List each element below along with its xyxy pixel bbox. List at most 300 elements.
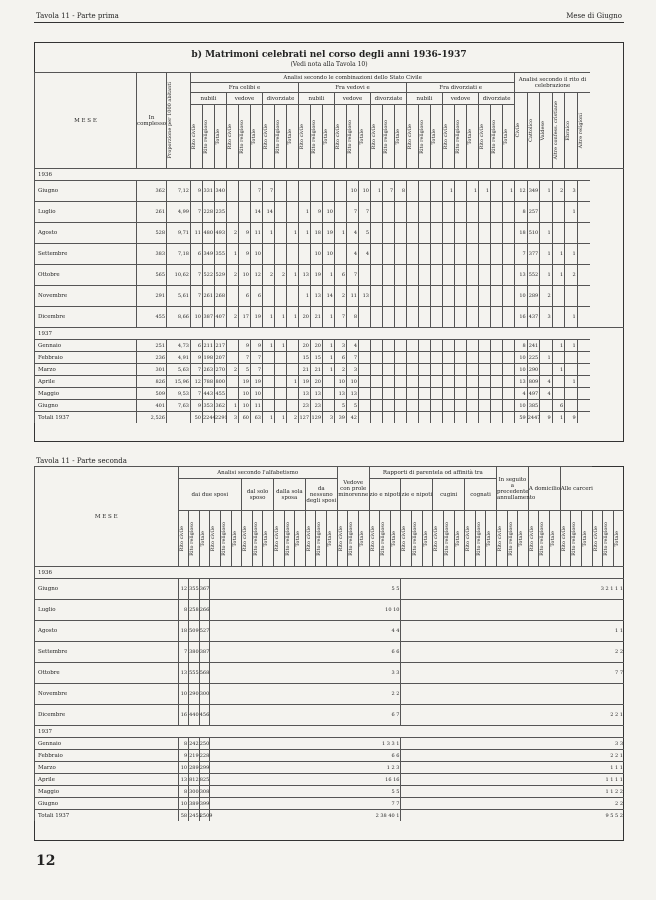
value-cell	[287, 244, 299, 265]
value-cell: 11	[191, 223, 203, 244]
rito-cell: 8	[515, 340, 528, 352]
rito-cell: 241	[527, 340, 540, 352]
rate-cell: 7,18	[167, 244, 191, 265]
value-cell: 8	[347, 307, 359, 328]
month-label: Aprile	[35, 376, 137, 388]
value-cell	[395, 388, 407, 400]
month-label: Febbraio	[35, 750, 179, 762]
total-cell: 826	[137, 376, 167, 388]
value-cell	[263, 364, 275, 376]
alfa-cell: 555	[189, 663, 200, 684]
rate-cell: 4,99	[167, 202, 191, 223]
col2-rito-civile: Rito civile	[242, 511, 253, 567]
analisi-stato-civile: Analisi secondo le combinazioni dello Stato Civile	[191, 73, 515, 83]
col2-rito-civile: Rito civile	[497, 511, 508, 567]
alfa-cell: 2509	[199, 810, 210, 822]
rate-cell	[167, 412, 191, 424]
rito-cell: 1	[565, 244, 578, 265]
col-rito-civile: Rito civile	[371, 105, 383, 169]
value-cell	[299, 244, 311, 265]
rito-cell	[577, 181, 590, 202]
rito-cell: 1	[565, 202, 578, 223]
value-cell: 9	[311, 202, 323, 223]
value-cell	[503, 376, 515, 388]
value-cell	[371, 364, 383, 376]
value-cell: 7	[251, 181, 263, 202]
year-label: 1937	[35, 726, 625, 738]
col-mese: M E S E	[35, 73, 137, 169]
value-cell: 529	[215, 265, 227, 286]
total-cell: 236	[137, 352, 167, 364]
table-row	[35, 642, 625, 663]
rito-cell: 59	[515, 412, 528, 424]
value-cell	[491, 307, 503, 328]
value-cell	[227, 376, 239, 388]
month-label: Ottobre	[35, 663, 179, 684]
value-cell	[419, 376, 431, 388]
col-rito-religioso: Rito religioso	[239, 105, 251, 169]
col2-totale: Totale	[581, 511, 592, 567]
value-cell: 217	[215, 340, 227, 352]
value-cell: 9	[239, 244, 251, 265]
rito-cell: 2447	[527, 412, 540, 424]
alfa-cell: 367	[199, 579, 210, 600]
col-totale: Totale	[251, 105, 263, 169]
col2-totale: Totale	[359, 511, 370, 567]
analisi-rito: Analisi secondo il rito di celebrazione	[515, 73, 590, 93]
value-cell: 6	[251, 286, 263, 307]
value-cell	[287, 388, 299, 400]
vedove-cells: 3 3	[210, 663, 401, 684]
alfa-cell: 18	[178, 621, 189, 642]
col-totale: Totale	[395, 105, 407, 169]
rito-cell: 13	[515, 376, 528, 388]
value-cell: 10	[251, 388, 263, 400]
rito-cell: 12	[515, 181, 528, 202]
value-cell	[383, 376, 395, 388]
value-cell: 10	[323, 244, 335, 265]
rate-cell: 7,12	[167, 181, 191, 202]
value-cell	[407, 223, 419, 244]
value-cell	[287, 352, 299, 364]
value-cell: 1	[227, 400, 239, 412]
table-row	[35, 621, 625, 642]
month-label: Gennaio	[35, 340, 137, 352]
value-cell: 8	[395, 181, 407, 202]
rito-cell	[577, 223, 590, 244]
value-cell: 2244	[203, 412, 215, 424]
month-label: Totali 1937	[35, 412, 137, 424]
value-cell	[503, 412, 515, 424]
value-cell: 788	[203, 376, 215, 388]
value-cell	[263, 352, 275, 364]
rito-cell: 1	[565, 307, 578, 328]
value-cell: 1	[323, 340, 335, 352]
value-cell	[371, 340, 383, 352]
value-cell: 1	[443, 181, 455, 202]
rito-cell	[552, 388, 565, 400]
value-cell: 13	[299, 265, 311, 286]
col2-totale: Totale	[327, 511, 338, 567]
vedove-cells: 10 10	[210, 600, 401, 621]
vedove-prole: Vedove con prole minorenne	[337, 467, 369, 511]
col2-rito-religioso: Rito religioso	[443, 511, 454, 567]
year-label: 1937	[35, 328, 625, 340]
value-cell	[395, 244, 407, 265]
value-cell: 3	[323, 412, 335, 424]
alfa-cell: 16	[178, 705, 189, 726]
rito-cell	[565, 388, 578, 400]
page-number: 12	[36, 853, 56, 869]
in-seguito: In seguito a precedente annullamento	[497, 467, 529, 511]
value-cell	[419, 412, 431, 424]
subgroup-vedove-1: vedove	[227, 93, 263, 105]
value-cell: 7	[191, 286, 203, 307]
value-cell	[503, 400, 515, 412]
month-label: Giugno	[35, 798, 179, 810]
vedove-cells: 5 5	[210, 579, 401, 600]
value-cell: 13	[299, 388, 311, 400]
value-cell	[407, 340, 419, 352]
col2-rito-religioso: Rito religioso	[539, 511, 550, 567]
value-cell: 63	[251, 412, 263, 424]
rito-cell: 10	[515, 286, 528, 307]
value-cell	[467, 352, 479, 364]
value-cell	[455, 376, 467, 388]
month-label: Marzo	[35, 364, 137, 376]
rito-cell	[552, 352, 565, 364]
alfa-cell: 300	[189, 786, 200, 798]
value-cell	[491, 376, 503, 388]
vedove-cells: 6 6	[210, 642, 401, 663]
value-cell	[503, 307, 515, 328]
alfa-cell: 242	[189, 738, 200, 750]
col2-totale: Totale	[263, 511, 274, 567]
alfa-cell: 219	[189, 750, 200, 762]
value-cell	[443, 202, 455, 223]
alfa-dal-sposo: dal solo sposo	[242, 479, 274, 511]
col2-rito-civile: Rito civile	[401, 511, 412, 567]
table-row	[35, 663, 625, 684]
value-cell: 4	[359, 244, 371, 265]
rito-cell	[565, 286, 578, 307]
rito-cell: 2	[565, 265, 578, 286]
rito-cell	[577, 364, 590, 376]
value-cell	[371, 307, 383, 328]
value-cell: 50	[191, 412, 203, 424]
value-cell: 1	[275, 412, 287, 424]
value-cell	[383, 223, 395, 244]
value-cell: 349	[203, 244, 215, 265]
month-label: Maggio	[35, 388, 137, 400]
col2-rito-civile: Rito civile	[337, 511, 348, 567]
value-cell: 1	[371, 181, 383, 202]
value-cell	[371, 223, 383, 244]
value-cell	[443, 364, 455, 376]
value-cell: 7	[251, 352, 263, 364]
value-cell: 10	[239, 400, 251, 412]
col2-totale: Totale	[550, 511, 561, 567]
value-cell	[275, 376, 287, 388]
value-cell	[467, 223, 479, 244]
subgroup-nubili-3: nubili	[299, 93, 335, 105]
value-cell	[419, 352, 431, 364]
value-cell: 10	[239, 265, 251, 286]
rito-cell	[552, 376, 565, 388]
value-cell	[371, 412, 383, 424]
parentela-cells: 1 1	[401, 621, 624, 642]
value-cell: 1	[323, 364, 335, 376]
col-totale: Totale	[503, 105, 515, 169]
vedove-cells: 7 7	[210, 798, 401, 810]
month-label: Giugno	[35, 181, 137, 202]
parentela-cells: 2 2 1	[401, 705, 624, 726]
value-cell	[455, 244, 467, 265]
value-cell: 4	[347, 223, 359, 244]
col-rito-civile: Rito civile	[407, 105, 419, 169]
value-cell	[371, 388, 383, 400]
value-cell: 21	[299, 364, 311, 376]
rito-cell	[540, 340, 553, 352]
alfa-dalla-sposa: dalla sola sposa	[274, 479, 306, 511]
table-row	[35, 181, 625, 202]
value-cell: 20	[311, 376, 323, 388]
month-label: Agosto	[35, 621, 179, 642]
value-cell: 4	[347, 244, 359, 265]
col-rito-civile: Rito civile	[479, 105, 491, 169]
value-cell	[371, 352, 383, 364]
col2-rito-civile: Rito civile	[528, 511, 539, 567]
rito-civile: Civile	[515, 93, 528, 169]
value-cell: 1	[299, 223, 311, 244]
alfa-cell: 8	[178, 786, 189, 798]
col-proporzione: Proporzione per 1000 abitanti	[167, 73, 191, 169]
value-cell	[491, 244, 503, 265]
value-cell	[455, 412, 467, 424]
value-cell	[323, 400, 335, 412]
value-cell	[275, 388, 287, 400]
col-totale: Totale	[215, 105, 227, 169]
value-cell: 2	[335, 364, 347, 376]
value-cell	[467, 340, 479, 352]
alfa-cell: 355	[189, 579, 200, 600]
rito-cell	[540, 400, 553, 412]
value-cell: 1	[503, 181, 515, 202]
value-cell	[383, 352, 395, 364]
table-row	[35, 600, 625, 621]
rito-cell: 385	[527, 400, 540, 412]
value-cell: 493	[215, 223, 227, 244]
rito-cell	[577, 400, 590, 412]
rito-altre-religioni: Altre religioni	[577, 93, 590, 169]
rito-cell	[565, 223, 578, 244]
col2-rito-religioso: Rito religioso	[571, 511, 582, 567]
col2-rito-religioso: Rito religioso	[412, 511, 423, 567]
table-row	[35, 412, 625, 424]
year-label: 1936	[35, 567, 625, 579]
value-cell	[491, 202, 503, 223]
page-header-right: Mese di Giugno	[566, 12, 622, 20]
col-rito-religioso: Rito religioso	[347, 105, 359, 169]
value-cell	[431, 202, 443, 223]
alfa-cell: 825	[199, 774, 210, 786]
table-row	[35, 286, 625, 307]
alfa-cell: 10	[178, 798, 189, 810]
value-cell	[275, 202, 287, 223]
value-cell	[395, 364, 407, 376]
alfa-cell: 387	[199, 642, 210, 663]
rito-cattolico: Cattolico	[527, 93, 540, 169]
value-cell	[503, 364, 515, 376]
value-cell	[467, 202, 479, 223]
value-cell: 10	[323, 202, 335, 223]
value-cell: 12	[251, 265, 263, 286]
value-cell: 1	[263, 307, 275, 328]
value-cell	[395, 376, 407, 388]
col2-totale: Totale	[486, 511, 497, 567]
subgroup-vedove-7: vedove	[443, 93, 479, 105]
value-cell	[275, 223, 287, 244]
value-cell: 1	[263, 223, 275, 244]
rate-cell: 4,91	[167, 352, 191, 364]
subgroup-divorziate-2: divorziate	[263, 93, 299, 105]
col2-rito-religioso: Rito religioso	[380, 511, 391, 567]
rito-cell: 8	[515, 202, 528, 223]
value-cell	[491, 181, 503, 202]
value-cell	[431, 244, 443, 265]
value-cell: 353	[203, 400, 215, 412]
month-label: Novembre	[35, 684, 179, 705]
value-cell: 7	[335, 307, 347, 328]
value-cell	[371, 376, 383, 388]
value-cell: 7	[383, 181, 395, 202]
table-row	[35, 774, 625, 786]
value-cell: 7	[239, 352, 251, 364]
month-label: Aprile	[35, 774, 179, 786]
rito-cell	[577, 352, 590, 364]
rate-cell: 7,63	[167, 400, 191, 412]
parentela-cells: 1 1 1	[401, 762, 624, 774]
rito-cell: 225	[527, 352, 540, 364]
value-cell	[359, 400, 371, 412]
value-cell	[359, 364, 371, 376]
value-cell: 19	[239, 376, 251, 388]
value-cell	[407, 352, 419, 364]
value-cell	[263, 400, 275, 412]
rito-cell	[552, 202, 565, 223]
value-cell	[503, 202, 515, 223]
col2-rito-civile: Rito civile	[274, 511, 285, 567]
value-cell: 443	[203, 388, 215, 400]
value-cell: 6	[239, 286, 251, 307]
value-cell	[239, 202, 251, 223]
value-cell	[359, 340, 371, 352]
value-cell	[431, 400, 443, 412]
rito-cell: 4	[540, 376, 553, 388]
value-cell: 355	[215, 244, 227, 265]
subgroup-divorziate-5: divorziate	[371, 93, 407, 105]
value-cell: 19	[299, 376, 311, 388]
alfa-cell: 440	[189, 705, 200, 726]
col-rito-civile: Rito civile	[443, 105, 455, 169]
value-cell	[395, 412, 407, 424]
value-cell: 5	[239, 364, 251, 376]
value-cell: 207	[215, 352, 227, 364]
alfa-cell: 509	[189, 621, 200, 642]
value-cell: 211	[203, 340, 215, 352]
value-cell: 6	[191, 340, 203, 352]
value-cell: 1	[275, 340, 287, 352]
value-cell: 7	[191, 202, 203, 223]
value-cell: 14	[323, 286, 335, 307]
parentela-cells: 2 2 1	[401, 750, 624, 762]
rito-cell: 4	[540, 388, 553, 400]
value-cell: 7	[251, 364, 263, 376]
rito-cell: 1	[540, 223, 553, 244]
value-cell	[455, 202, 467, 223]
page-header-left: Tavola 11 - Parte prima	[36, 12, 119, 20]
value-cell	[443, 376, 455, 388]
fra-celibi: Fra celibi e	[191, 83, 299, 93]
parentela-cells: 3 3	[401, 738, 624, 750]
value-cell: 7	[347, 352, 359, 364]
rito-cell: 10	[515, 352, 528, 364]
col2-rito-religioso: Rito religioso	[507, 511, 518, 567]
vedove-cells: 4 4	[210, 621, 401, 642]
rito-cell	[552, 223, 565, 244]
value-cell	[443, 265, 455, 286]
value-cell	[467, 388, 479, 400]
value-cell	[263, 388, 275, 400]
value-cell	[467, 412, 479, 424]
col-in-complesso: In complesso	[137, 73, 167, 169]
value-cell	[479, 412, 491, 424]
value-cell	[443, 307, 455, 328]
col2-rito-civile: Rito civile	[178, 511, 189, 567]
value-cell	[263, 286, 275, 307]
total-cell: 291	[137, 286, 167, 307]
rito-cell: 290	[527, 364, 540, 376]
value-cell	[287, 364, 299, 376]
total-cell: 362	[137, 181, 167, 202]
rito-altre-confess: Altre confess. cristiane	[552, 93, 565, 169]
value-cell	[395, 340, 407, 352]
total-cell: 383	[137, 244, 167, 265]
col-rito-religioso: Rito religioso	[383, 105, 395, 169]
value-cell	[407, 388, 419, 400]
rito-cell: 1	[540, 265, 553, 286]
col-rito-civile: Rito civile	[263, 105, 275, 169]
value-cell: 19	[251, 307, 263, 328]
month-label: Giugno	[35, 400, 137, 412]
value-cell	[431, 307, 443, 328]
month-label: Agosto	[35, 223, 137, 244]
alfa-cell: 299	[199, 762, 210, 774]
value-cell	[287, 286, 299, 307]
rate-cell: 10,62	[167, 265, 191, 286]
table-row	[35, 684, 625, 705]
value-cell: 1	[287, 223, 299, 244]
vedove-cells: 2 38 40 1	[210, 810, 401, 822]
rate-cell: 9,53	[167, 388, 191, 400]
value-cell	[479, 202, 491, 223]
alfa-cell: 12	[178, 579, 189, 600]
value-cell	[467, 307, 479, 328]
col2-rito-religioso: Rito religioso	[316, 511, 327, 567]
table-row	[35, 400, 625, 412]
value-cell	[359, 352, 371, 364]
value-cell: 800	[215, 376, 227, 388]
